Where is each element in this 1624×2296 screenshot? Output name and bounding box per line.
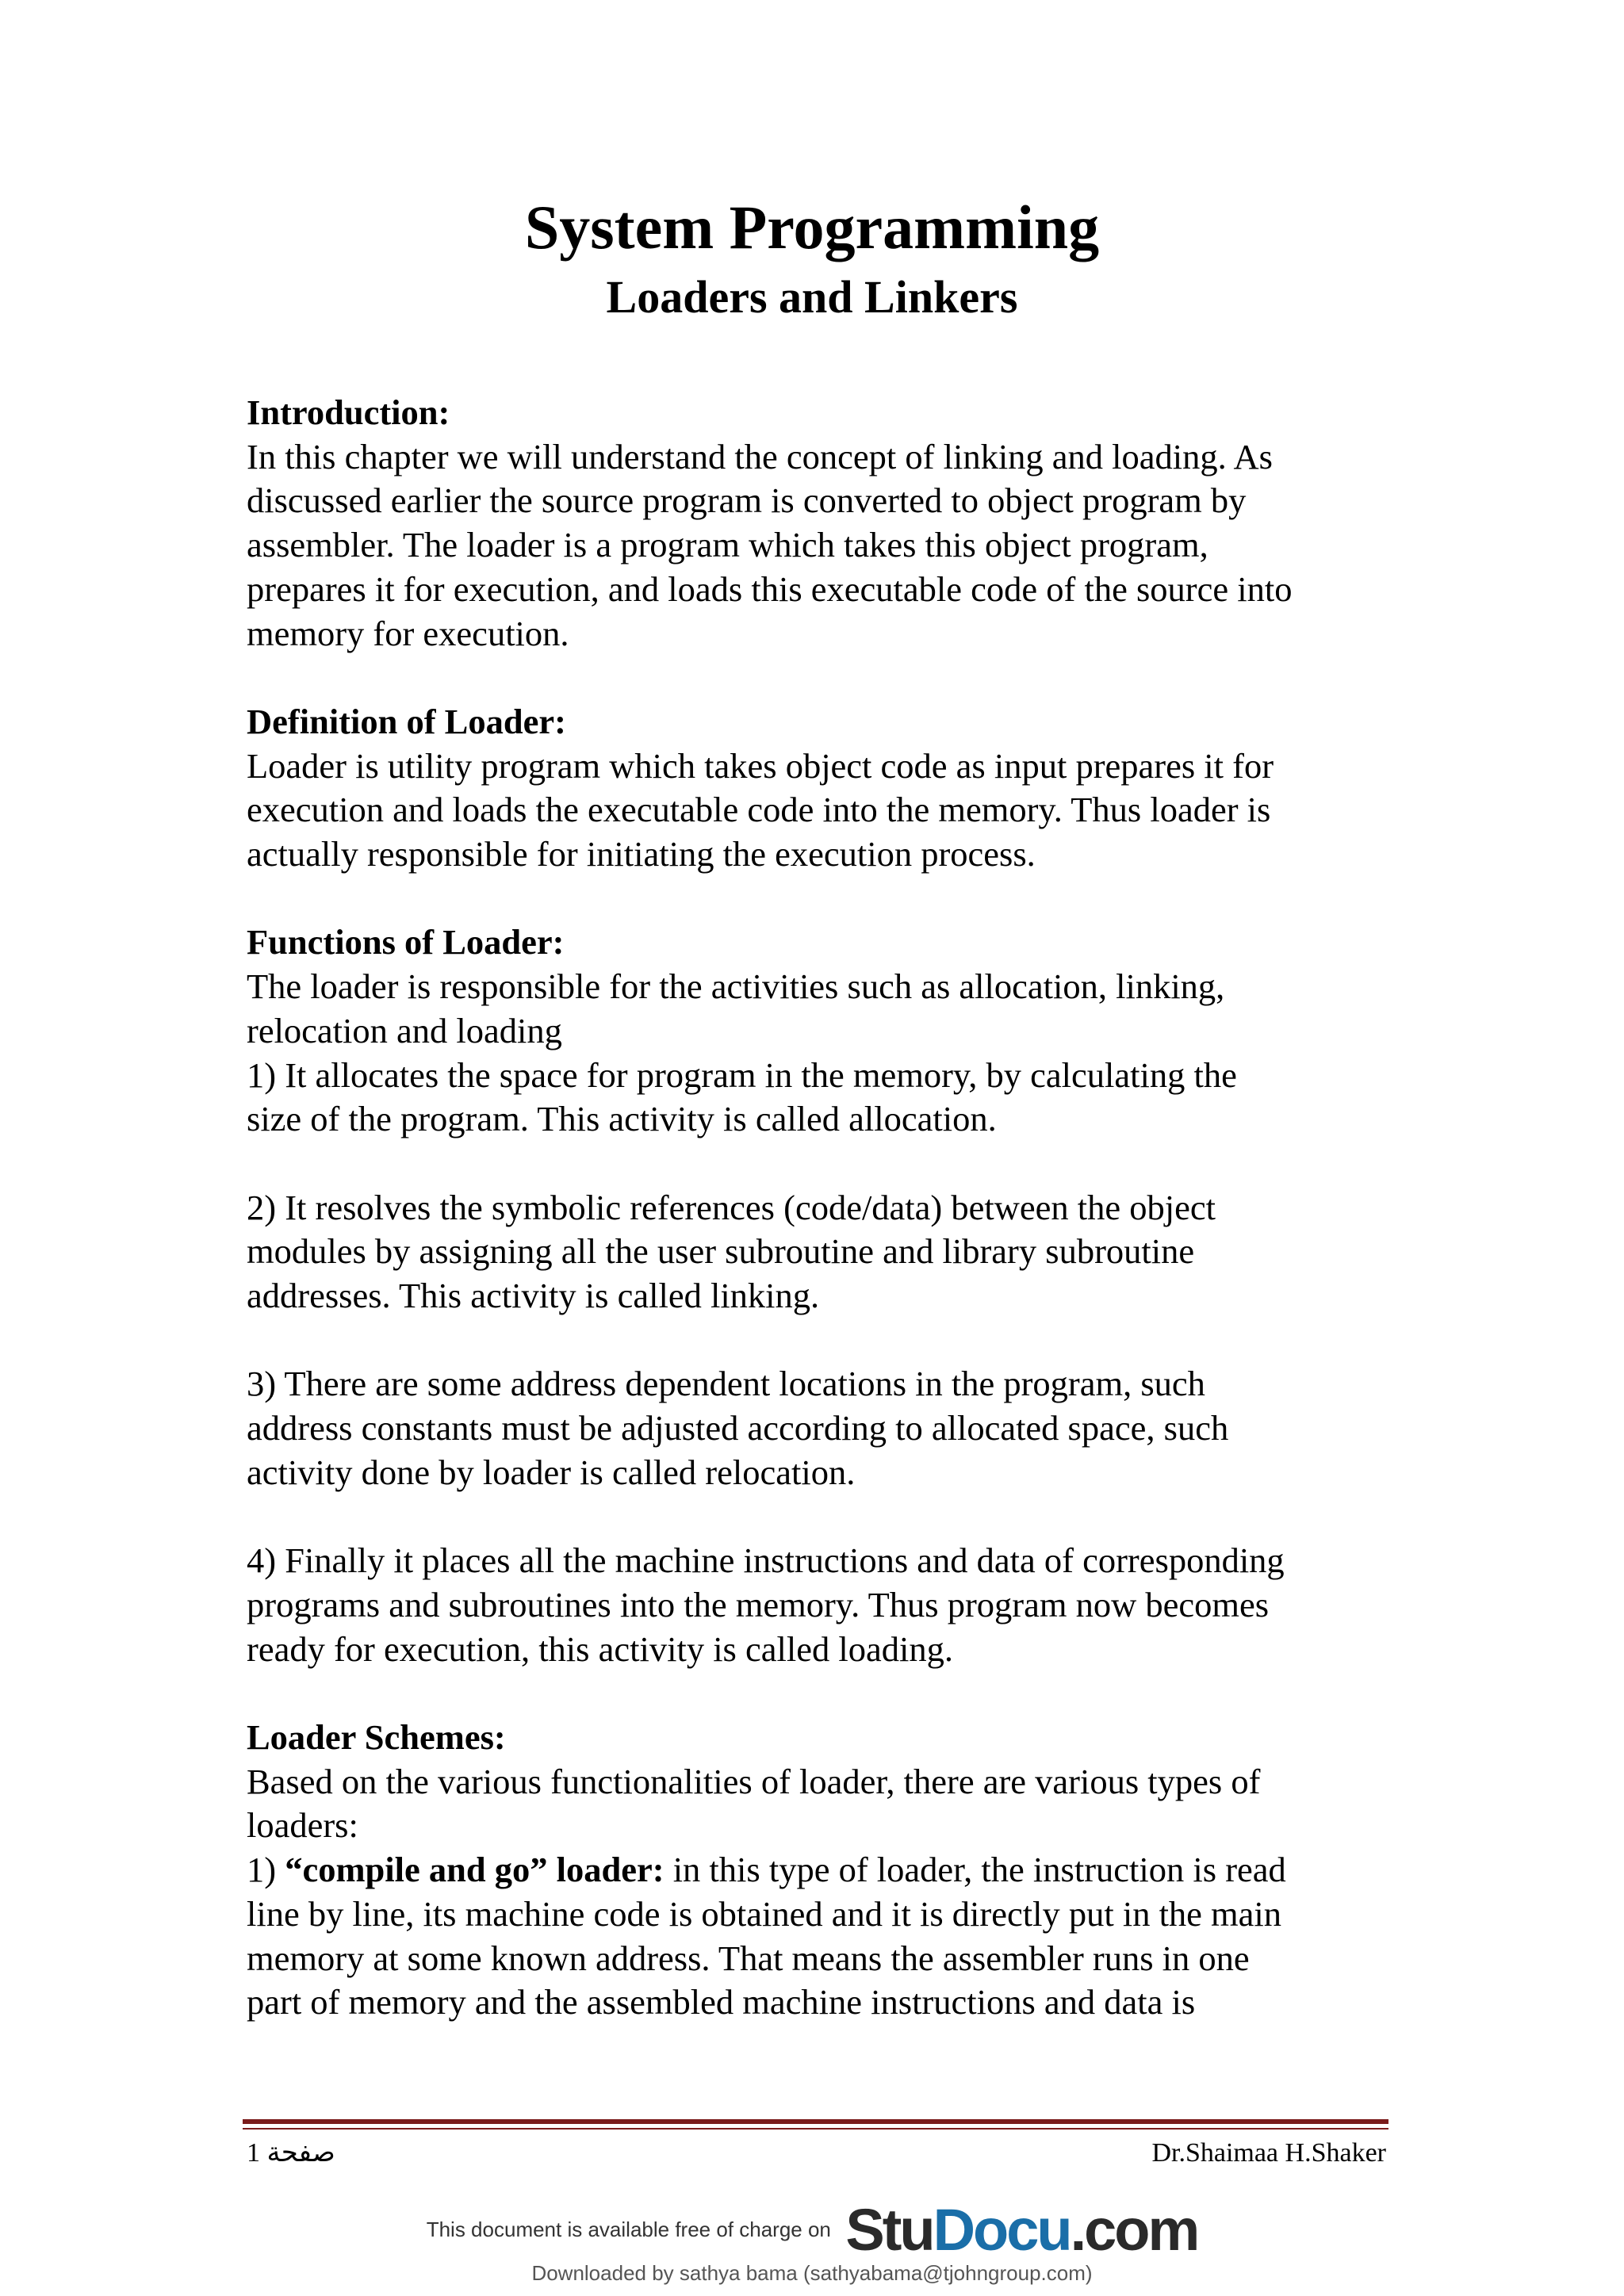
downloaded-by-notice: Downloaded by sathya bama (sathyabama@tjohngroup.com) <box>531 2261 1093 2285</box>
function-4-line: ready for execution, this activity is called loading. <box>247 1628 953 1669</box>
function-1-line: 1) It allocates the space for program in the memory, by calculating the <box>247 1054 1237 1095</box>
function-2-line: addresses. This activity is called linking. <box>247 1276 820 1316</box>
section-heading-loader-schemes: Loader Schemes: <box>247 1717 506 1757</box>
document-subtitle: Loaders and Linkers <box>606 271 1018 323</box>
function-4-line: programs and subroutines into the memory. Thus program now becomes <box>247 1584 1270 1624</box>
section-heading-definition: Definition of Loader: <box>247 701 566 741</box>
scheme-1-term: “compile and go” loader: <box>285 1850 665 1890</box>
intro-line: assembler. The loader is a program which takes this object program, <box>247 525 1208 565</box>
section-heading-functions: Functions of Loader: <box>247 922 565 962</box>
definition-line: Loader is utility program which takes object code as input prepares it for <box>247 745 1274 786</box>
intro-line: In this chapter we will understand the concept of linking and loading. As <box>247 436 1273 476</box>
scheme-1-line: memory at some known address. That means the assembler runs in one <box>247 1938 1250 1978</box>
author-name: Dr.Shaimaa H.Shaker <box>1151 2138 1386 2168</box>
studocu-logo-link[interactable] <box>845 2197 1197 2263</box>
page-number-label: صفحة 1 <box>247 2138 335 2168</box>
function-1-line: size of the program. This activity is called allocation. <box>247 1099 997 1139</box>
function-3-line: activity done by loader is called relocation. <box>247 1452 856 1492</box>
functions-intro-line: The loader is responsible for the activities such as allocation, linking, <box>247 966 1225 1007</box>
scheme-1-prefix: 1) <box>247 1850 285 1890</box>
footer-rule-thick <box>243 2119 1388 2124</box>
function-3-line: 3) There are some address dependent locations in the program, such <box>247 1364 1205 1404</box>
studocu-logo-docu: Docu <box>933 2197 1071 2263</box>
studocu-logo-stu: Stu <box>845 2197 933 2263</box>
definition-line: execution and loads the executable code into the memory. Thus loader is <box>247 790 1271 830</box>
document-body <box>247 391 1404 2025</box>
studocu-banner <box>0 2196 1624 2263</box>
studocu-note: This document is available free of charge on <box>426 2218 831 2241</box>
intro-line: memory for execution. <box>247 613 569 653</box>
footer-rule-thin <box>243 2128 1388 2130</box>
function-3-line: address constants must be adjusted according to allocated space, such <box>247 1408 1229 1448</box>
schemes-intro-line: Based on the various functionalities of loader, there are various types of <box>247 1761 1261 1801</box>
scheme-1-first-line <box>247 1848 1404 1892</box>
function-4-line: 4) Finally it places all the machine instructions and data of corresponding <box>247 1540 1285 1581</box>
document-title: System Programming <box>524 193 1100 262</box>
scheme-1-rest: in this type of loader, the instruction is read <box>664 1850 1286 1890</box>
function-2-line: modules by assigning all the user subroutine and library subroutine <box>247 1231 1195 1272</box>
function-2-line: 2) It resolves the symbolic references (code/data) between the object <box>247 1187 1216 1227</box>
schemes-intro-line: loaders: <box>247 1805 358 1846</box>
section-heading-introduction: Introduction: <box>247 392 450 432</box>
intro-line: discussed earlier the source program is converted to object program by <box>247 480 1247 521</box>
intro-line: prepares it for execution, and loads this executable code of the source into <box>247 568 1293 609</box>
scheme-1-line: part of memory and the assembled machine instructions and data is <box>247 1982 1196 2022</box>
functions-intro-line: relocation and loading <box>247 1010 562 1050</box>
studocu-logo-com: .com <box>1070 2197 1198 2263</box>
scheme-1-line: line by line, its machine code is obtained and it is directly put in the main <box>247 1893 1282 1934</box>
definition-line: actually responsible for initiating the execution process. <box>247 834 1036 874</box>
